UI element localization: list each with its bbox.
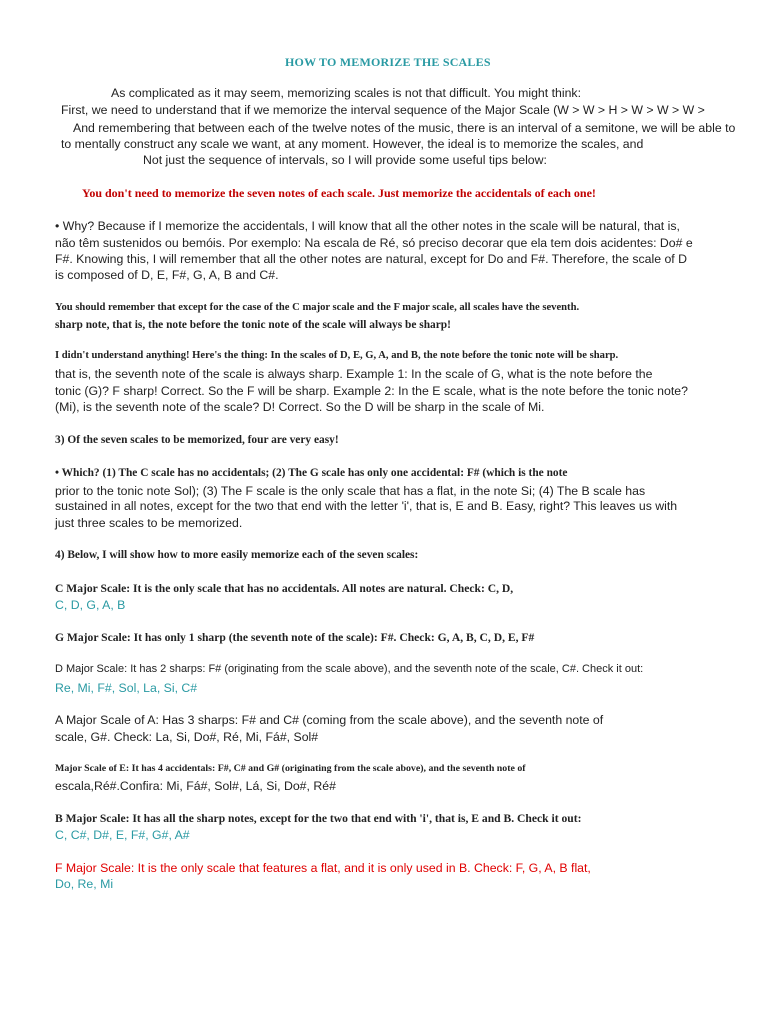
- d-scale-text: D Major Scale: It has 2 sharps: F# (originating from the scale above), and the seventh note of the scale, C#. Check it out:: [55, 663, 644, 675]
- seventh-line-2: sharp note, that is, the note before the tonic note of the scale will always be sharp!: [55, 319, 451, 331]
- page-title: HOW TO MEMORIZE THE SCALES: [285, 55, 491, 69]
- which-line-3: just three scales to be memorized.: [55, 516, 243, 530]
- f-scale-text: F Major Scale: It is the only scale that features a flat, and it is only used in B. Check: F, G, A, B flat,: [55, 861, 591, 875]
- explain-line-1: that is, the seventh note of the scale is always sharp. Example 1: In the scale of G, what is the note before the: [55, 367, 653, 381]
- seventh-line-1: You should remember that except for the case of the C major scale and the F major scale, all scales have the seventh.: [55, 302, 580, 313]
- why-line-2: não têm sustenidos ou bemóis. Por exemplo: Na escala de Ré, só preciso decorar que ela tem dois acidentes: Do# e: [55, 236, 693, 250]
- c-scale-text: C Major Scale: It is the only scale that has no accidentals. All notes are natural. Check: C, D,: [55, 582, 514, 595]
- f-scale-notes: Do, Re, Mi: [55, 877, 114, 891]
- b-scale-notes: C, C#, D#, E, F#, G#, A#: [55, 828, 190, 842]
- intro-line-4: to mentally construct any scale we want, at any moment. However, the ideal is to memorize the scales, and: [61, 137, 644, 151]
- explain-line-2: tonic (G)? F sharp! Correct. So the F will be sharp. Example 2: In the E scale, what is the note before the tonic note?: [55, 384, 688, 398]
- intro-line-5: Not just the sequence of intervals, so I will provide some useful tips below:: [143, 153, 547, 167]
- easy-heading: 3) Of the seven scales to be memorized, four are very easy!: [55, 434, 339, 446]
- which-heading: • Which? (1) The C scale has no accidentals; (2) The G scale has only one accidental: F# (which is the note: [55, 467, 568, 479]
- e-scale-notes: escala,Ré#.Confira: Mi, Fá#, Sol#, Lá, Si, Do#, Ré#: [55, 779, 336, 793]
- intro-line-1: As complicated as it may seem, memorizing scales is not that difficult. You might think:: [111, 86, 581, 100]
- a-scale-line-1: A Major Scale of A: Has 3 sharps: F# and C# (coming from the scale above), and the seventh note of: [55, 713, 604, 727]
- highlight-note: You don't need to memorize the seven notes of each scale. Just memorize the accidentals of each one!: [82, 186, 596, 200]
- which-line-2: sustained in all notes, except for the two that end with the letter 'i', that is, E and B. Easy, right? This leaves us with: [55, 499, 678, 513]
- intro-line-2: First, we need to understand that if we memorize the interval sequence of the Major Scale (W > W > H > W > W > W >: [61, 103, 705, 117]
- why-line-4: is composed of D, E, F#, G, A, B and C#.: [55, 268, 279, 282]
- which-line-1: prior to the tonic note Sol); (3) The F scale is the only scale that has a flat, in the note Si; (4) The B scale has: [55, 484, 646, 498]
- g-scale-text: G Major Scale: It has only 1 sharp (the seventh note of the scale): F#. Check: G, A, B, C, D, E, F#: [55, 631, 535, 644]
- explain-heading: I didn't understand anything! Here's the thing: In the scales of D, E, G, A, and B, the note before the tonic note will be sharp.: [55, 350, 619, 361]
- b-scale-text: B Major Scale: It has all the sharp notes, except for the two that end with 'i', that is, E and B. Check it out:: [55, 812, 582, 825]
- below-heading: 4) Below, I will show how to more easily memorize each of the seven scales:: [55, 549, 419, 561]
- why-line-1: • Why? Because if I memorize the accidentals, I will know that all the other notes in the scale will be natural, that is,: [55, 219, 680, 233]
- d-scale-notes: Re, Mi, F#, Sol, La, Si, C#: [55, 681, 198, 695]
- e-scale-text: Major Scale of E: It has 4 accidentals: F#, C# and G# (originating from the scale above), and the seventh note of: [55, 763, 526, 774]
- explain-line-3: (Mi), is the seventh note of the scale? D! Correct. So the D will be sharp in the scale of Mi.: [55, 400, 545, 414]
- intro-line-3: And remembering that between each of the twelve notes of the music, there is an interval of a semitone, we will be able to: [73, 121, 736, 135]
- c-scale-notes: C, D, G, A, B: [55, 598, 126, 612]
- why-line-3: F#. Knowing this, I will remember that all the other notes are natural, except for Do and F#. Therefore, the scale of D: [55, 252, 688, 266]
- a-scale-line-2: scale, G#. Check: La, Si, Do#, Ré, Mi, Fá#, Sol#: [55, 730, 319, 744]
